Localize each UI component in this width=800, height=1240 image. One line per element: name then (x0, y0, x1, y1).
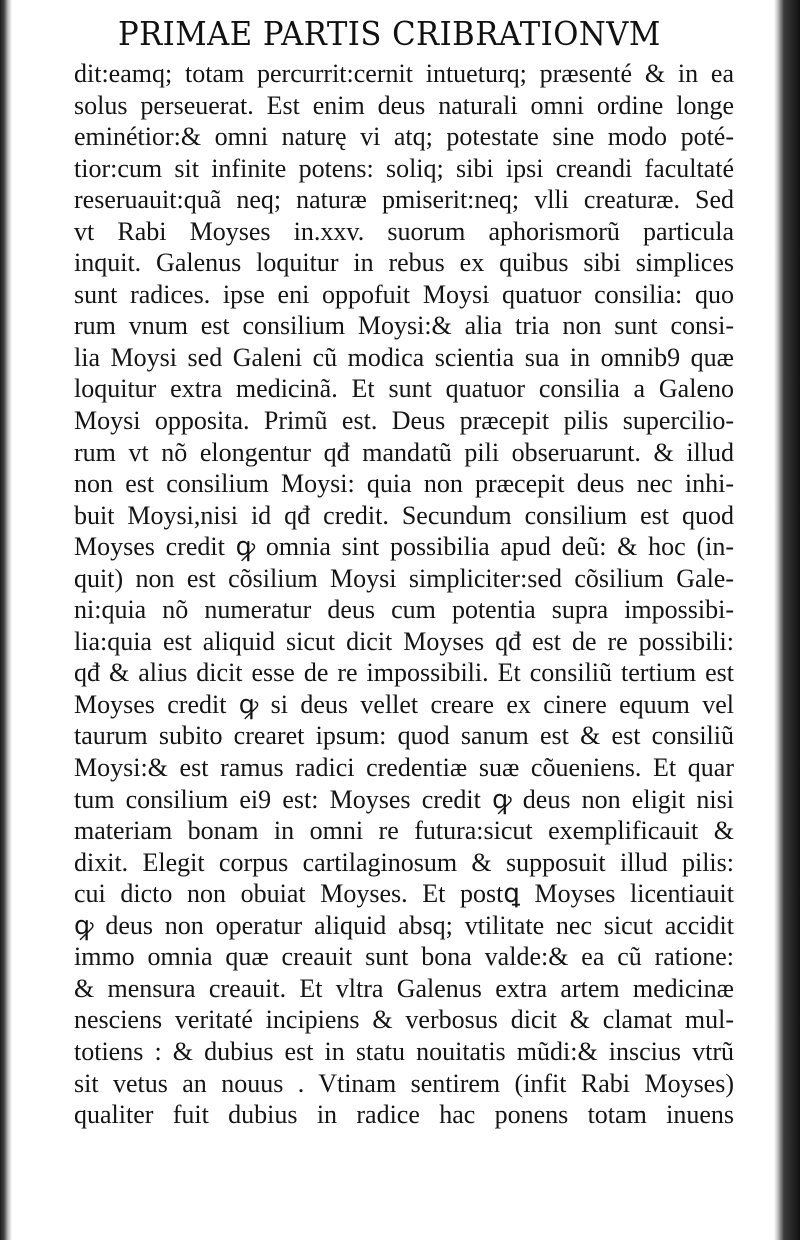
scan-left-edge (0, 0, 12, 1240)
text-line: ni:quia nõ numeratur deus cum potentia supra impossibi- (74, 595, 734, 625)
text-line: non est consilium Moysi: quia non præcepit deus nec inhi- (74, 469, 734, 499)
text-line: dixit. Elegit corpus cartilaginosum & supposuit illud pilis: (74, 847, 734, 877)
text-line: tum consilium ei9 est: Moyses credit ꝙ deus non eligit nisi (74, 784, 734, 814)
text-line: solus perseuerat. Est enim deus naturali omni ordine longe (74, 90, 734, 120)
text-line: Moyses credit ꝙ si deus vellet creare ex cinere equum vel (74, 689, 734, 719)
text-line: materiam bonam in omni re futura:sicut exemplificauit & (74, 816, 734, 846)
text-line: vt Rabi Moyses in.xxv. suorum aphorismorũ particula (74, 216, 734, 246)
text-line: eminétior:& omni naturę vi atq; potestate sine modo poté- (74, 122, 734, 152)
text-line: Moysi:& est ramus radici credentiæ suæ cõueniens. Et quar (74, 753, 734, 783)
text-line: qualiter fuit dubius in radice hac ponens totam inuens (74, 1100, 734, 1130)
text-line: tior:cum sit infinite potens: soliq; sibi ipsi creandi facultaté (74, 153, 734, 183)
text-line: immo omnia quæ creauit sunt bona valde:& ea cũ ratione: (74, 942, 734, 972)
text-line: loquitur extra medicinã. Et sunt quatuor consilia a Galeno (74, 374, 734, 404)
text-line: totiens : & dubius est in statu nouitatis mũdi:& inscius vtrũ (74, 1036, 734, 1066)
text-line: rum vt nõ elongentur qđ mandatũ pili obseruarunt. & illud (74, 437, 734, 467)
running-head: PRIMAE PARTIS CRIBRATIONVM (118, 14, 661, 53)
text-line: sunt radices. ipse eni oppofuit Moysi quatuor consilia: quo (74, 279, 734, 309)
text-line: lia:quia est aliquid sicut dicit Moyses qđ est de re possibili: (74, 626, 734, 656)
text-line: taurum subito crearet ipsum: quod sanum est & est consiliũ (74, 721, 734, 751)
text-line: inquit. Galenus loquitur in rebus ex quibus sibi simplices (74, 248, 734, 278)
text-line: rum vnum est consilium Moysi:& alia tria non sunt consi- (74, 311, 734, 341)
text-line: qđ & alius dicit esse de re impossibili. Et consiliũ tertium est (74, 658, 734, 688)
text-line: buit Moysi,nisi id qđ credit. Secundum consilium est quod (74, 500, 734, 530)
text-line: sit vetus an nouus . Vtinam sentirem (infit Rabi Moyses) (74, 1068, 734, 1098)
text-line: dit:eamq; totam percurrit:cernit intueturq; præsenté & in ea (74, 59, 734, 88)
text-line: Moysi opposita. Primũ est. Deus præcepit pilis supercilio- (74, 406, 734, 436)
text-line: & mensura creauit. Et vltra Galenus extra artem medicinæ (74, 973, 734, 1003)
text-line: lia Moysi sed Galeni cũ modica scientia sua in omnib9 quæ (74, 342, 734, 372)
text-line: reseruauit:quã neq; naturæ pmiserit:neq; vlli creaturæ. Sed (74, 185, 734, 215)
text-line: ꝙ deus non operatur aliquid absq; vtilitate nec sicut accidit (74, 910, 734, 940)
scan-right-edge (774, 0, 800, 1240)
text-line: cui dicto non obuiat Moyses. Et postꝗ Moyses licentiauit (74, 879, 734, 909)
text-line: quit) non est cõsilium Moysi simpliciter:sed cõsilium Gale- (74, 563, 734, 593)
text-line: Moyses credit ꝙ omnia sint possibilia apud deũ: & hoc (in- (74, 532, 734, 562)
text-line: nesciens veritaté incipiens & verbosus dicit & clamat mul- (74, 1005, 734, 1035)
text-block (74, 58, 734, 1131)
